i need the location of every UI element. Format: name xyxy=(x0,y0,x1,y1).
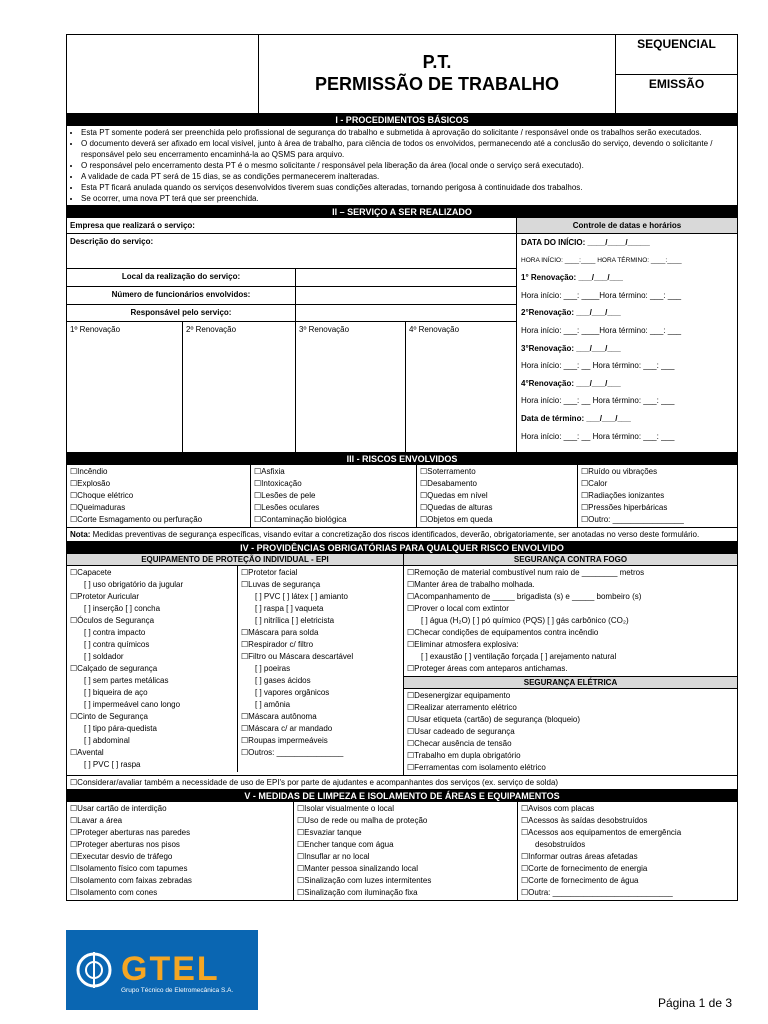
option-checkbox[interactable] xyxy=(521,851,734,863)
option-label: Ferramentas com isolamento elétrico xyxy=(414,763,546,772)
option-checkbox[interactable] xyxy=(521,827,734,839)
option-checkbox[interactable] xyxy=(407,567,734,579)
renovacao-3-box[interactable] xyxy=(296,322,406,452)
option-label: Encher tanque com água xyxy=(304,840,394,849)
option-label: Esvaziar tanque xyxy=(304,828,362,837)
option-sublist[interactable] xyxy=(70,639,234,651)
option-label: Checar ausência de tensão xyxy=(414,739,512,748)
option-checkbox[interactable] xyxy=(521,815,734,827)
option-label: Respirador c/ filtro xyxy=(248,640,314,649)
option-checkbox[interactable] xyxy=(297,863,514,875)
option-label: Máscara para solda xyxy=(248,628,319,637)
procedure-item: • Se ocorrer, uma nova PT terá que ser preenchida. xyxy=(81,193,733,204)
sequencial-label: SEQUENCIAL xyxy=(616,35,737,75)
option-checkbox[interactable] xyxy=(70,615,234,627)
risk-label: Pressões hiperbáricas xyxy=(588,503,668,512)
risk-checkbox[interactable] xyxy=(70,514,247,526)
procedures-list xyxy=(67,126,737,206)
risk-checkbox[interactable] xyxy=(581,466,734,478)
option-label: [ ] PVC [ ] raspa xyxy=(84,760,141,769)
option-label: [ ] PVC [ ] látex [ ] amianto xyxy=(255,592,348,601)
option-label: Outros: _______________ xyxy=(248,748,344,757)
risk-checkbox[interactable] xyxy=(420,502,574,514)
risk-column xyxy=(251,465,417,527)
option-sublist[interactable] xyxy=(241,699,400,711)
date-control-line[interactable]: Hora início: ___: __ Hora término: ___: ___ xyxy=(521,361,675,371)
form-header xyxy=(67,35,737,114)
date-control-line[interactable]: 4°Renovação: ___/___/___ xyxy=(521,378,621,388)
option-label: Avisos com placas xyxy=(528,804,595,813)
option-sublist[interactable] xyxy=(407,615,734,627)
option-checkbox[interactable] xyxy=(70,591,234,603)
option-label: [ ] contra químicos xyxy=(84,640,150,649)
fire-electric-block xyxy=(404,554,737,775)
risk-column xyxy=(578,465,737,527)
nota-label: Nota: xyxy=(70,530,91,539)
option-label: Prover o local com extintor xyxy=(414,604,509,613)
numero-label: Número de funcionários envolvidos: xyxy=(67,287,296,304)
nota-text: Medidas preventivas de segurança específicas, visando evitar a concretização dos riscos identificados, deverão, obrigatoriamente, ser anotadas no verso deste formulário. xyxy=(90,530,700,539)
option-checkbox[interactable] xyxy=(407,627,734,639)
risk-label: Quedas em nível xyxy=(427,491,488,500)
risk-label: Objetos em queda xyxy=(427,515,493,524)
option-label: Protetor facial xyxy=(248,568,298,577)
option-checkbox[interactable] xyxy=(70,851,290,863)
option-sublist[interactable] xyxy=(70,579,234,591)
procedure-item: • O responsável pelo encerramento desta PT é o mesmo solicitante / responsável pela liberação da área (local onde o serviço será executado). xyxy=(81,160,733,171)
risk-checkbox[interactable] xyxy=(254,502,413,514)
providencias-grid xyxy=(67,554,737,776)
epi-col-1 xyxy=(67,566,238,772)
option-checkbox[interactable] xyxy=(70,747,234,759)
procedure-item: • Esta PT ficará anulada quando os serviços desenvolvidos tiverem suas condições alteradas, tornando perigosa à continuidade dos trabalhos. xyxy=(81,182,733,193)
option-label: [ ] água (H₂O) [ ] pó químico (PQS) [ ] gás carbônico (CO₂) xyxy=(421,616,629,625)
option-checkbox[interactable] xyxy=(407,738,734,750)
risk-checkbox[interactable] xyxy=(254,466,413,478)
eletrica-list xyxy=(404,689,737,775)
option-label: Sinalização com luzes intermitentes xyxy=(304,876,432,885)
option-label: Proteger aberturas nos pisos xyxy=(77,840,180,849)
limpeza-grid xyxy=(67,802,737,900)
option-label: Trabalho em dupla obrigatório xyxy=(414,751,521,760)
risk-checkbox[interactable] xyxy=(581,478,734,490)
risk-label: Outro: ________________ xyxy=(588,515,684,524)
risk-checkbox[interactable] xyxy=(254,514,413,526)
option-checkbox[interactable] xyxy=(407,603,734,615)
option-sublist[interactable] xyxy=(241,675,400,687)
date-control-line[interactable]: Hora início: ___: __ Hora término: ___: ___ xyxy=(521,396,675,406)
option-checkbox[interactable] xyxy=(70,567,234,579)
option-checkbox[interactable] xyxy=(70,803,290,815)
option-checkbox[interactable] xyxy=(70,815,290,827)
option-checkbox[interactable] xyxy=(70,887,290,899)
option-checkbox[interactable] xyxy=(521,863,734,875)
renovacao-2-box[interactable] xyxy=(183,322,296,452)
risk-label: Soterramento xyxy=(427,467,476,476)
section-5-title: V - MEDIDAS DE LIMPEZA E ISOLAMENTO DE ÁREAS E EQUIPAMENTOS xyxy=(67,790,737,802)
renovacao-4-box[interactable] xyxy=(406,322,516,452)
option-checkbox[interactable] xyxy=(407,663,734,675)
local-label: Local da realização do serviço: xyxy=(67,269,296,286)
option-label: [ ] soldador xyxy=(84,652,124,661)
option-label: Checar condições de equipamentos contra incêndio xyxy=(414,628,599,637)
option-label: Acessos aos equipamentos de emergência xyxy=(528,828,682,837)
company-logo xyxy=(66,930,258,1010)
option-label: [ ] impermeável cano longo xyxy=(84,700,181,709)
option-checkbox[interactable] xyxy=(241,579,400,591)
option-label: Remoção de material combustível num raio de ________ metros xyxy=(414,568,645,577)
renovacao-2-label: 2º Renovação xyxy=(186,325,237,334)
option-label: Isolamento com faixas zebradas xyxy=(77,876,192,885)
option-checkbox[interactable] xyxy=(407,762,734,774)
section-3-title: III - RISCOS ENVOLVIDOS xyxy=(67,453,737,465)
option-label: [ ] contra impacto xyxy=(84,628,146,637)
procedure-item: • Esta PT somente poderá ser preenchida pelo profissional de segurança do trabalho e submetida à aprovação do solicitante / responsável onde os trabalhos serão executados. xyxy=(81,127,733,138)
option-checkbox[interactable] xyxy=(297,887,514,899)
option-label: Óculos de Segurança xyxy=(77,616,155,625)
option-label: [ ] uso obrigatório da jugular xyxy=(84,580,184,589)
option-sublist[interactable] xyxy=(70,687,234,699)
risks-note xyxy=(67,528,737,542)
option-label: Informar outras áreas afetadas xyxy=(528,852,638,861)
form-title xyxy=(259,35,616,113)
option-sublist[interactable] xyxy=(241,591,400,603)
option-checkbox[interactable] xyxy=(297,827,514,839)
date-control-line[interactable]: Data de término: ___/___/___ xyxy=(521,413,631,423)
option-label: Máscara c/ ar mandado xyxy=(248,724,333,733)
descricao-field[interactable] xyxy=(67,234,516,269)
option-label: [ ] poeiras xyxy=(255,664,291,673)
option-checkbox[interactable] xyxy=(297,815,514,827)
option-checkbox[interactable] xyxy=(407,714,734,726)
option-label: Protetor Auricular xyxy=(77,592,139,601)
option-label: Acompanhamento de _____ brigadista (s) e _____ bombeiro (s) xyxy=(414,592,642,601)
option-label: Manter área de trabalho molhada. xyxy=(414,580,535,589)
option-label: Executar desvio de tráfego xyxy=(77,852,173,861)
option-label: Eliminar atmosfera explosiva: xyxy=(414,640,519,649)
risk-checkbox[interactable] xyxy=(581,490,734,502)
risk-checkbox[interactable] xyxy=(70,490,247,502)
option-checkbox[interactable] xyxy=(70,827,290,839)
option-label: Isolar visualmente o local xyxy=(304,804,394,813)
considerar-label: Considerar/avaliar também a necessidade de uso de EPI's por parte de ajudantes e acompanhantes dos serviços (ex. serviço de solda) xyxy=(77,778,559,787)
gtel-logo-icon xyxy=(66,930,258,1010)
date-control xyxy=(517,218,737,452)
option-checkbox[interactable] xyxy=(70,663,234,675)
risk-column xyxy=(417,465,578,527)
option-label: [ ] exaustão [ ] ventilação forçada [ ] arejamento natural xyxy=(421,652,617,661)
option-checkbox[interactable] xyxy=(297,803,514,815)
risk-label: Contaminação biológica xyxy=(261,515,347,524)
option-label: Sinalização com iluminação fixa xyxy=(304,888,418,897)
responsavel-label: Responsável pelo serviço: xyxy=(67,305,296,321)
date-control-line[interactable]: HORA INÍCIO: ____:____ HORA TÉRMINO: ____:____ xyxy=(521,256,682,264)
numero-field[interactable] xyxy=(296,287,516,304)
option-label: [ ] nitrílica [ ] eletricista xyxy=(255,616,335,625)
risk-checkbox[interactable] xyxy=(70,466,247,478)
option-checkbox[interactable] xyxy=(407,591,734,603)
option-checkbox[interactable] xyxy=(297,851,514,863)
option-label: Usar cartão de interdição xyxy=(77,804,167,813)
option-label: Máscara autônoma xyxy=(248,712,317,721)
option-sublist[interactable] xyxy=(70,675,234,687)
header-logo-cell xyxy=(67,35,259,113)
option-label: [ ] vapores orgânicos xyxy=(255,688,330,697)
option-checkbox[interactable] xyxy=(241,651,400,663)
option-label: [ ] gases ácidos xyxy=(255,676,311,685)
risk-label: Ruído ou vibrações xyxy=(588,467,658,476)
option-label: Insuflar ar no local xyxy=(304,852,370,861)
procedure-item: • A validade de cada PT será de 15 dias, se as condições permanecerem inalteradas. xyxy=(81,171,733,182)
option-label: Proteger áreas com anteparos antichamas. xyxy=(414,664,568,673)
risks-grid xyxy=(67,465,737,528)
date-control-line[interactable]: 2°Renovação: ___/___/___ xyxy=(521,308,621,318)
option-checkbox[interactable] xyxy=(241,627,400,639)
option-checkbox[interactable] xyxy=(297,839,514,851)
option-sublist[interactable] xyxy=(70,759,234,771)
option-label: [ ] tipo pára-quedista xyxy=(84,724,157,733)
risk-label: Lesões de pele xyxy=(261,491,316,500)
option-checkbox[interactable] xyxy=(70,711,234,723)
risk-checkbox[interactable] xyxy=(420,514,574,526)
responsavel-field[interactable] xyxy=(296,305,516,321)
option-label: Isolamento com cones xyxy=(77,888,158,897)
option-label: Roupas impermeáveis xyxy=(248,736,328,745)
option-sublist[interactable] xyxy=(241,663,400,675)
option-sublist[interactable] xyxy=(407,651,734,663)
renovacao-4-label: 4º Renovação xyxy=(409,325,460,334)
option-label: [ ] biqueira de aço xyxy=(84,688,148,697)
option-sublist[interactable] xyxy=(70,699,234,711)
fogo-title: SEGURANÇA CONTRA FOGO xyxy=(404,554,737,566)
option-label: [ ] sem partes metálicas xyxy=(84,676,169,685)
option-label: Lavar a área xyxy=(77,816,123,825)
option-label: Corte de fornecimento de água xyxy=(528,876,639,885)
page-number: Página 1 de 3 xyxy=(657,996,732,1010)
risk-label: Lesões oculares xyxy=(261,503,320,512)
logo-brand: GTEL xyxy=(121,950,220,988)
option-checkbox[interactable] xyxy=(407,579,734,591)
risk-label: Intoxicação xyxy=(261,479,302,488)
option-sublist[interactable] xyxy=(70,723,234,735)
option-label: Luvas de segurança xyxy=(248,580,321,589)
logo-subtitle: Grupo Técnico de Eletromecânica S.A. xyxy=(121,987,234,994)
option-checkbox[interactable] xyxy=(521,875,734,887)
header-meta xyxy=(616,35,737,113)
option-label: [ ] raspa [ ] vaqueta xyxy=(255,604,324,613)
risk-checkbox[interactable] xyxy=(70,502,247,514)
risk-checkbox[interactable] xyxy=(581,514,734,526)
service-section xyxy=(67,218,737,453)
date-control-lines xyxy=(517,234,737,445)
renovacao-3-label: 3º Renovação xyxy=(299,325,350,334)
descricao-label: Descrição do serviço: xyxy=(70,237,154,246)
option-label: [ ] amônia xyxy=(255,700,291,709)
date-control-title: Controle de datas e horários xyxy=(517,218,737,234)
option-checkbox[interactable] xyxy=(241,639,400,651)
option-label: Usar etiqueta (cartão) de segurança (bloqueio) xyxy=(414,715,581,724)
option-sublist[interactable] xyxy=(70,735,234,747)
option-checkbox[interactable] xyxy=(241,711,400,723)
option-sublist[interactable] xyxy=(70,627,234,639)
option-checkbox[interactable] xyxy=(521,803,734,815)
date-control-line[interactable]: Hora início: ___: ____Hora término: ___: ___ xyxy=(521,325,682,335)
option-checkbox[interactable] xyxy=(241,735,400,747)
option-label: Usar cadeado de segurança xyxy=(414,727,515,736)
option-label: [ ] abdominal xyxy=(84,736,130,745)
option-label: Realizar aterramento elétrico xyxy=(414,703,517,712)
epi-block xyxy=(67,554,404,775)
option-checkbox[interactable] xyxy=(241,747,400,759)
risk-checkbox[interactable] xyxy=(70,478,247,490)
option-label: Isolamento físico com tapumes xyxy=(77,864,188,873)
risk-checkbox[interactable] xyxy=(254,478,413,490)
option-checkbox[interactable] xyxy=(241,723,400,735)
empresa-field[interactable] xyxy=(67,218,516,234)
fogo-list xyxy=(404,566,737,677)
option-checkbox[interactable] xyxy=(521,887,734,899)
risk-checkbox[interactable] xyxy=(581,502,734,514)
option-label: Corte de fornecimento de energia xyxy=(528,864,648,873)
risk-label: Incêndio xyxy=(77,467,108,476)
epi-col-2 xyxy=(238,566,403,772)
option-sublist[interactable] xyxy=(70,651,234,663)
option-label: Outra: ___________________________ xyxy=(528,888,673,897)
limpeza-column xyxy=(518,802,737,900)
option-label: Filtro ou Máscara descartável xyxy=(248,652,354,661)
risk-label: Quedas de alturas xyxy=(427,503,493,512)
risk-label: Desabamento xyxy=(427,479,477,488)
option-label: Capacete xyxy=(77,568,112,577)
risk-label: Choque elétrico xyxy=(77,491,134,500)
risk-label: Calor xyxy=(588,479,608,488)
title-line-1: P.T. xyxy=(422,52,452,72)
date-control-line[interactable]: Hora início: ___: __ Hora término: ___: ___ xyxy=(521,431,675,441)
date-control-line[interactable]: 1° Renovação: ___/___/___ xyxy=(521,273,623,283)
option-checkbox[interactable] xyxy=(407,750,734,762)
renovacao-1-label: 1º Renovação xyxy=(70,325,121,334)
section-1-title: I - PROCEDIMENTOS BÁSICOS xyxy=(67,114,737,126)
option-sublist[interactable] xyxy=(241,687,400,699)
date-control-line[interactable]: 3°Renovação: ___/___/___ xyxy=(521,343,621,353)
option-label: Proteger aberturas nas paredes xyxy=(77,828,191,837)
empresa-label: Empresa que realizará o serviço: xyxy=(70,221,195,230)
risk-column xyxy=(67,465,251,527)
emissao-label: EMISSÃO xyxy=(648,76,705,91)
option-checkbox[interactable] xyxy=(407,726,734,738)
option-label: [ ] inserção [ ] concha xyxy=(84,604,161,613)
option-label: Calçado de segurança xyxy=(77,664,158,673)
risk-label: Radiações ionizantes xyxy=(588,491,665,500)
risk-label: Queimaduras xyxy=(77,503,126,512)
option-label: Desenergizar equipamento xyxy=(414,691,511,700)
title-line-2: PERMISSÃO DE TRABALHO xyxy=(314,74,559,94)
option-checkbox[interactable] xyxy=(407,702,734,714)
risk-label: Corte Esmagamento ou perfuração xyxy=(77,515,203,524)
option-checkbox[interactable] xyxy=(407,690,734,702)
option-sublist[interactable] xyxy=(521,839,734,851)
option-label: Manter pessoa sinalizando local xyxy=(304,864,419,873)
considerar-checkbox[interactable] xyxy=(67,776,737,790)
option-sublist[interactable] xyxy=(70,603,234,615)
section-4-title: IV - PROVIDÊNCIAS OBRIGATÓRIAS PARA QUALQUER RISCO ENVOLVIDO xyxy=(67,542,737,554)
option-checkbox[interactable] xyxy=(70,839,290,851)
limpeza-column xyxy=(67,802,294,900)
option-checkbox[interactable] xyxy=(407,639,734,651)
risk-checkbox[interactable] xyxy=(420,490,574,502)
section-2-title: II – SERVIÇO A SER REALIZADO xyxy=(67,206,737,218)
option-label: desobstruídos xyxy=(535,840,586,849)
risk-checkbox[interactable] xyxy=(420,466,574,478)
risk-label: Asfixia xyxy=(261,467,285,476)
local-field[interactable] xyxy=(296,269,516,286)
option-label: Cinto de Segurança xyxy=(77,712,148,721)
risk-checkbox[interactable] xyxy=(420,478,574,490)
option-checkbox[interactable] xyxy=(70,863,290,875)
risk-checkbox[interactable] xyxy=(254,490,413,502)
option-sublist[interactable] xyxy=(241,615,400,627)
renovacao-1-box[interactable] xyxy=(67,322,183,452)
option-label: Avental xyxy=(77,748,104,757)
eletrica-title: SEGURANÇA ELÉTRICA xyxy=(404,677,737,689)
option-label: Uso de rede ou malha de proteção xyxy=(304,816,428,825)
date-control-line[interactable]: Hora início: ___: ____Hora término: ___: ___ xyxy=(521,290,682,300)
procedure-item: • O documento deverá ser afixado em local visível, junto à área de trabalho, para ciência de todos os envolvidos, permanecendo até a conclusão do serviço, devendo o solicitante / responsável pelo seu encerramento encaminhá-la ao QSMS para arquivo. xyxy=(81,138,733,160)
permit-form xyxy=(66,34,738,901)
option-checkbox[interactable] xyxy=(241,567,400,579)
limpeza-column xyxy=(294,802,518,900)
option-checkbox[interactable] xyxy=(70,875,290,887)
option-sublist[interactable] xyxy=(241,603,400,615)
service-fields xyxy=(67,218,517,452)
risk-label: Explosão xyxy=(77,479,111,488)
option-label: Acessos às saídas desobstruídos xyxy=(528,816,648,825)
date-control-line[interactable]: DATA DO INÍCIO: ____/____/_____ xyxy=(521,238,650,247)
epi-title: EQUIPAMENTO DE PROTEÇÃO INDIVIDUAL - EPI xyxy=(67,554,403,566)
option-checkbox[interactable] xyxy=(297,875,514,887)
